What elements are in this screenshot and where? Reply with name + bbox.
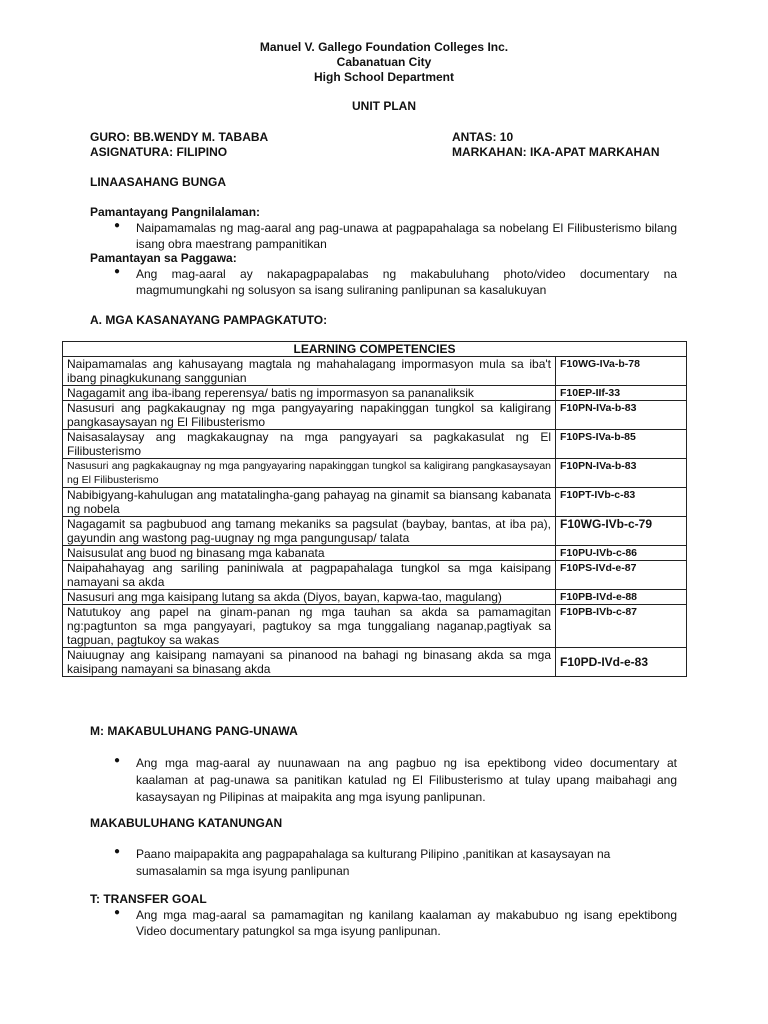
competency-code: F10PS-IVd-e-87	[556, 561, 687, 590]
bullet-icon: ●	[114, 846, 121, 857]
skills-heading: A. MGA KASANAYANG PAMPAGKATUTO:	[90, 313, 328, 327]
teacher-label: GURO: BB.WENDY M. TABABA	[90, 130, 269, 144]
bullet-icon: ●	[114, 755, 121, 766]
competency-code: F10PB-IVd-e-88	[556, 590, 687, 605]
meaning-item	[114, 755, 678, 806]
table-row	[63, 401, 687, 430]
performance-standard-item	[114, 266, 678, 298]
transfer-item	[114, 907, 678, 939]
competency-code: F10PB-IVb-c-87	[556, 605, 687, 648]
competency-code: F10WG-IVa-b-78	[556, 357, 687, 386]
content-standard-text: Naipamamalas ng mag-aaral ang pag-unawa at pagpapahalaga sa nobelang El Filibusterismo bilang isang obra maestrang pampanitikan	[136, 221, 677, 251]
competency-code: F10PS-IVa-b-85	[556, 430, 687, 459]
meaning-text: Ang mga mag-aaral ay nuunawaan na ang pagbuo ng isa epektibong video documentary at kaalaman at pag-unawa sa panitikan katulad ng El Filibusterismo at tulay upang maibahagi ang kasaysayan ng Pilipinas at maipakita ang mga isyung panlipunan.	[136, 756, 677, 804]
table-row	[63, 488, 687, 517]
table-row	[63, 386, 687, 401]
question-heading: MAKABULUHANG KATANUNGAN	[90, 816, 283, 830]
table-row	[63, 517, 687, 546]
city-name: Cabanatuan City	[336, 55, 432, 69]
competency-desc: Nagagamit sa pagbubuod ang tamang mekaniks sa pagsulat (baybay, bantas, at iba pa), gayundin ang wastong pag-uugnay ng mga pangungusap/ talata	[63, 517, 556, 546]
competency-desc: Naipamamalas ang kahusayang magtala ng mahahalagang impormasyon mula sa iba't ibang pinagkukunang sanggunian	[63, 357, 556, 386]
doc-title: UNIT PLAN	[352, 99, 416, 113]
transfer-heading: T: TRANSFER GOAL	[90, 892, 207, 906]
table-header: LEARNING COMPETENCIES	[63, 342, 687, 357]
competency-desc: Naipahahayag ang sariling paniniwala at pagpapahalaga tungkol sa mga kaisipang namayani sa akda	[63, 561, 556, 590]
bullet-icon: ●	[114, 220, 121, 231]
competency-code: F10WG-IVb-c-79	[556, 517, 687, 546]
content-standard-item	[114, 220, 678, 252]
competency-desc: Natutukoy ang papel na ginam-panan ng mga tauhan sa akda sa pamamagitan ng:pagtunton sa mga pangyayari, pagtukoy sa mga tunggaliang naganap,pagtiyak sa tagpuan, pagtukoy sa wakas	[63, 605, 556, 648]
competency-desc: Naisusulat ang buod ng binasang mga kabanata	[63, 546, 556, 561]
transfer-text: Ang mga mag-aaral sa pamamagitan ng kanilang kaalaman ay makabubuo ng isang epektibong Video documentary patungkol sa mga isyung panlipunan.	[136, 908, 677, 938]
grade-label: ANTAS: 10	[452, 130, 514, 144]
competency-code: F10PN-IVa-b-83	[556, 401, 687, 430]
table-row	[63, 430, 687, 459]
competency-desc: Naisasalaysay ang magkakaugnay na mga pangyayari sa pagkakasulat ng El Filibusterismo	[63, 430, 556, 459]
table-row	[63, 357, 687, 386]
content-standard-heading: Pamantayang Pangnilalaman:	[90, 205, 261, 219]
table-row	[63, 459, 687, 488]
subject-label: ASIGNATURA: FILIPINO	[90, 145, 228, 159]
quarter-label: MARKAHAN: IKA-APAT MARKAHAN	[452, 145, 660, 159]
question-item	[114, 846, 678, 880]
bullet-icon: ●	[114, 907, 121, 918]
table-row	[63, 605, 687, 648]
meaning-heading: M: MAKABULUHANG PANG-UNAWA	[90, 724, 298, 738]
school-name: Manuel V. Gallego Foundation Colleges Inc.	[259, 40, 509, 54]
competency-code: F10PD-IVd-e-83	[556, 648, 687, 677]
competency-code: F10PN-IVa-b-83	[556, 459, 687, 488]
bullet-icon: ●	[114, 266, 121, 277]
competency-desc: Naiuugnay ang kaisipang namayani sa pinanood na bahagi ng binasang akda sa mga kaisipang namayani sa binasang akda	[63, 648, 556, 677]
department-name: High School Department	[313, 70, 454, 84]
table-header-row	[63, 342, 687, 357]
competency-code: F10PU-IVb-c-86	[556, 546, 687, 561]
competency-code: F10PT-IVb-c-83	[556, 488, 687, 517]
performance-standard-heading: Pamantayan sa Paggawa:	[90, 251, 237, 265]
competency-desc: Nasusuri ang pagkakaugnay ng mga pangyayaring napakinggan tungkol sa kaligirang pangkasaysayan ng El Filibusterismo	[63, 459, 556, 488]
table-row	[63, 590, 687, 605]
table-row	[63, 648, 687, 677]
expected-outcome-heading: LINAASAHANG BUNGA	[90, 175, 226, 189]
performance-standard-text: Ang mag-aaral ay nakapagpapalabas ng makabuluhang photo/video documentary na magmumungkahi ng solusyon sa isang suliraning panlipunan sa kasalukuyan	[136, 267, 677, 297]
competency-code: F10EP-IIf-33	[556, 386, 687, 401]
competency-desc: Nagagamit ang iba-ibang reperensya/ batis ng impormasyon sa pananaliksik	[63, 386, 556, 401]
competency-desc: Nasusuri ang mga kaisipang lutang sa akda (Diyos, bayan, kapwa-tao, magulang)	[63, 590, 556, 605]
competency-desc: Nasusuri ang pagkakaugnay ng mga pangyayaring napakinggan tungkol sa kaligirang pangkasaysayan ng El Filibusterismo	[63, 401, 556, 430]
question-text: Paano maipapakita ang pagpapahalaga sa kulturang Pilipino ,panitikan at kasaysayan na sumasalamin sa mga isyung panlipunan	[136, 847, 611, 878]
table-row	[63, 546, 687, 561]
competencies-table	[62, 341, 687, 677]
table-row	[63, 561, 687, 590]
competency-desc: Nabibigyang-kahulugan ang matatalingha-gang pahayag na ginamit sa biansang kabanata ng nobela	[63, 488, 556, 517]
